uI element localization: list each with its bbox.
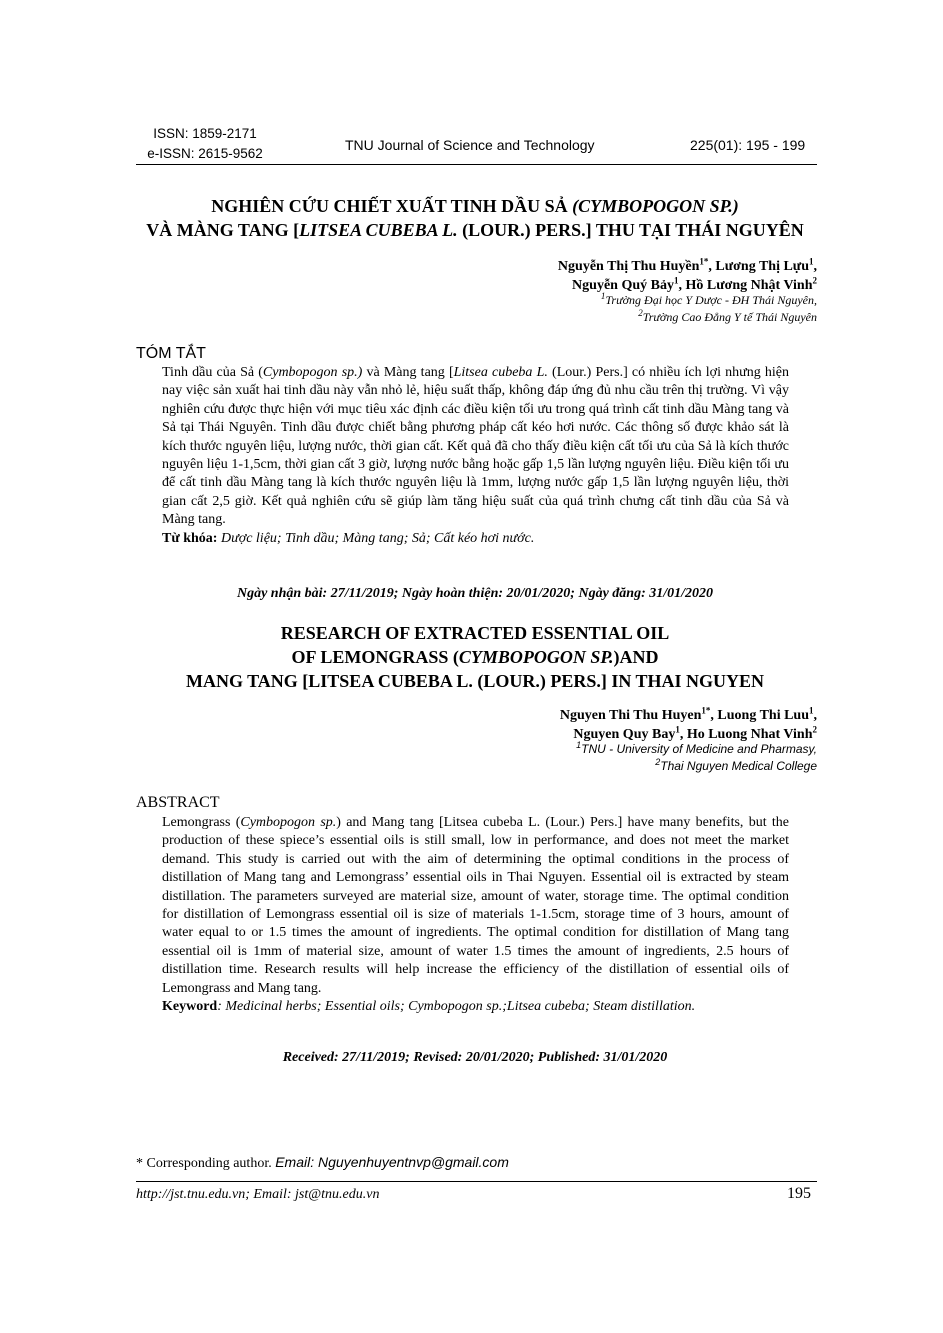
- vi-author-1: Nguyễn Thị Thu Huyền: [557, 259, 700, 274]
- header-divider: [136, 164, 817, 165]
- en-authors: Nguyen Thi Thu Huyen$^{1*}$, Luong Thi Luu$^1$, Nguyen Quy Bay$^1$, Ho Luong Nhat Vinh$^2$: [559, 705, 817, 742]
- corresponding-author-note: * Corresponding author. Email: Nguyenhuyentnvp@gmail.com: [136, 1154, 509, 1171]
- en-abstract-heading: ABSTRACT: [136, 794, 220, 811]
- journal-name: TNU Journal of Science and Technology: [345, 137, 595, 153]
- vi-author-3: Nguyễn Quý Bảy: [572, 278, 674, 293]
- en-author-3: Nguyen Quy Bay: [573, 727, 676, 742]
- en-author-1: Nguyen Thi Thu Huyen: [559, 708, 702, 723]
- issn-block: [140, 124, 270, 164]
- vi-title-line-1: NGHIÊN CỨU CHIẾT XUẤT TINH DẦU SẢ (CYMBOPOGON SP.): [211, 196, 739, 216]
- en-title: [100, 621, 850, 693]
- footer-divider: [136, 1181, 817, 1182]
- en-title-line-3: MANG TANG [LITSEA CUBEBA L. (LOUR.) PERS.] IN THAI NGUYEN: [185, 671, 765, 691]
- en-author-4: , Ho Luong Nhat Vinh: [679, 727, 813, 742]
- eissn: e-ISSN: 2615-9562: [147, 146, 263, 161]
- volume-pages: 225(01): 195 - 199: [690, 137, 806, 153]
- en-abstract-body: Lemongrass (Cymbopogon sp.) and Mang tang [Litsea cubeba L. (Lour.) Pers.] have many benefits, but the production of these spiece’s essential oils is still small, low in performance, and does not meet the market demand. This study is carried out with the aim of determining the optimal conditions in the process of distillation of Mang tang and Lemongrass’ essential oils in Thai Nguyen. Essential oil is extracted by steam distillation. The parameters surveyed are material size, amount of water, storage time. The optimal condition for distillation of Lemongrass essential oil is size of materials 1-1.5cm, storage time of 3 hours, amount of water equal to or 1.5 times the amount of ingredients. The optimal condition for distillation of Mang tang essential oil is 1mm of material size, amount of water 1.5 times the amount of ingredients, 2.5 hours of distillation time. Research results will help increase the efficiency of the distillation of essential oils of Lemongrass and Mang tang. Keyword: Medicinal herbs; Essential oils; Cymbopogon sp.;Litsea cubeba; Steam distillation.: [162, 814, 789, 1016]
- vi-affiliations: [601, 292, 817, 326]
- en-title-line-1: RESEARCH OF EXTRACTED ESSENTIAL OIL: [280, 623, 670, 643]
- issn: ISSN: 1859-2171: [153, 126, 257, 141]
- vi-abstract-heading: TÓM TẮT: [136, 345, 206, 362]
- en-title-line-2: OF LEMONGRASS (CYMBOPOGON SP.)AND: [291, 647, 659, 667]
- en-keywords: Keyword: Medicinal herbs; Essential oils; Cymbopogon sp.;Litsea cubeba; Steam distillation.: [162, 999, 696, 1015]
- vi-author-2: , Lương Thị Lựu: [708, 259, 809, 274]
- vi-title-line-2: VÀ MÀNG TANG [LITSEA CUBEBA L. (LOUR.) PERS.] THU TẠI THÁI NGUYÊN: [146, 220, 804, 240]
- vi-affil-1: $^1$Trường Đại học Y Dược - ĐH Thái Nguyên,: [600, 291, 817, 307]
- vi-title: [100, 194, 850, 242]
- en-author-2: , Luong Thi Luu: [710, 708, 809, 723]
- vi-dates: Ngày nhận bài: 27/11/2019; Ngày hoàn thiện: 20/01/2020; Ngày đăng: 31/01/2020: [236, 586, 714, 601]
- vi-abstract-body: Tinh dầu của Sả (Cymbopogon sp.) và Màng tang [Litsea cubeba L. (Lour.) Pers.] có nhiều ích lợi nhưng hiện nay việc sản xuất hai tinh dầu này vẫn nhỏ lẻ, hiệu suất thấp, không đáp ứng đủ nhu cầu trên thị trường. Vì vậy nghiên cứu được thực hiện với mục tiêu xác định các điều kiện tối ưu trong quá trình cất tinh dầu Màng tang và Sả tại Thái Nguyên. Tinh dầu được chiết bằng phương pháp cất kéo hơi nước. Các thông số được khảo sát là kích thước nguyên liệu, lượng nước, thời gian cất. Kết quả đã cho thấy điều kiện cất tối ưu của Sả là kích thước nguyên liệu 1-1,5cm, thời gian cất 3 giờ, lượng nước bằng hoặc gấp 1,5 lần lượng nguyên liệu. Điều kiện tối ưu để cất tinh dầu Màng tang là kích thước nguyên liệu là 1mm, lượng nước gấp 1,5 lần lượng nguyên liệu, thời gian cất 2,5 giờ. Kết quả nghiên cứu sẽ giúp làm tăng hiệu suất của quá trình chưng cất tinh dầu của Sả và Màng tang. Từ khóa: Dược liệu; Tinh dầu; Màng tang; Sả; Cất kéo hơi nước.: [162, 364, 789, 548]
- footer-links[interactable]: http://jst.tnu.edu.vn; Email: jst@tnu.edu.vn: [136, 1187, 380, 1202]
- vi-author-4: , Hồ Lương Nhật Vinh: [678, 278, 813, 293]
- vi-authors: Nguyễn Thị Thu Huyền$^{1*}$, Lương Thị Lựu$^1$, Nguyễn Quý Bảy$^1$, Hồ Lương Nhật Vinh$^2$: [557, 256, 817, 293]
- en-affil-1: $^1$TNU - University of Medicine and Pharmasy,: [576, 740, 817, 756]
- vi-affil-2: $^2$Trường Cao Đẳng Y tế Thái Nguyên: [638, 308, 817, 324]
- en-affil-2: $^2$Thai Nguyen Medical College: [655, 757, 817, 773]
- corresponding-email[interactable]: Email: Nguyenhuyentnvp@gmail.com: [275, 1154, 509, 1170]
- en-dates: Received: 27/11/2019; Revised: 20/01/2020; Published: 31/01/2020: [282, 1050, 668, 1065]
- vi-keywords: Từ khóa: Dược liệu; Tinh dầu; Màng tang; Sả; Cất kéo hơi nước.: [162, 530, 535, 546]
- page-number: 195: [787, 1185, 811, 1202]
- en-affiliations: [576, 741, 817, 775]
